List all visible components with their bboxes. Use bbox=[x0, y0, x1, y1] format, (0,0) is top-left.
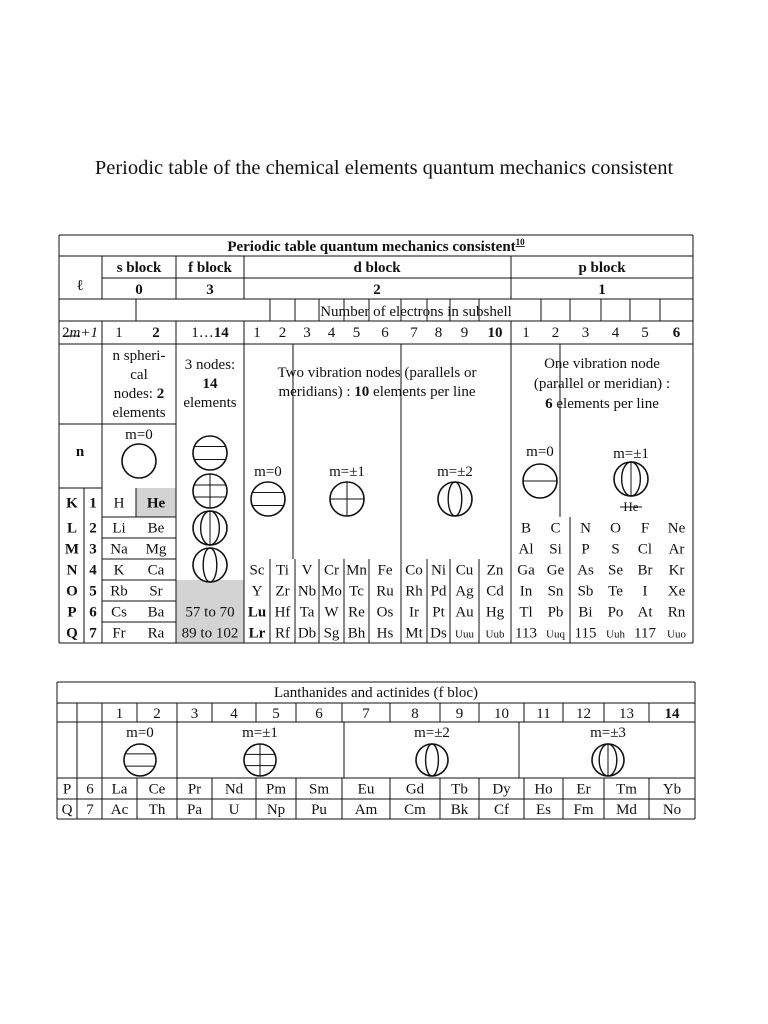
sphere-meridians-icon bbox=[416, 744, 448, 776]
he-struck-label: He bbox=[623, 499, 639, 514]
element-symbol: Pr bbox=[187, 781, 202, 798]
block-ell-value: 0 bbox=[135, 282, 143, 298]
element-symbol: W bbox=[324, 604, 339, 621]
nodes-p-text: One vibration node bbox=[544, 356, 660, 372]
sphere-outline bbox=[438, 482, 472, 516]
element-symbol: Ds bbox=[430, 625, 447, 642]
e-count: 9 bbox=[460, 325, 469, 341]
e-count: 3 bbox=[303, 325, 311, 341]
element-symbol: Ti bbox=[276, 562, 289, 579]
sphere-outline bbox=[193, 436, 227, 470]
element-symbol: H bbox=[113, 495, 125, 512]
element-symbol: Ta bbox=[299, 604, 315, 621]
element-symbol: Uub bbox=[485, 628, 505, 641]
element-symbol: Tm bbox=[616, 781, 637, 798]
element-symbol: Pm bbox=[265, 781, 287, 798]
nodes-p-text: (parallel or meridian) : bbox=[533, 376, 671, 392]
element-symbol: Pt bbox=[432, 604, 445, 621]
element-symbol: Mn bbox=[346, 562, 367, 579]
lanthanides-actinides-table bbox=[57, 682, 695, 819]
element-symbol: Xe bbox=[667, 583, 686, 600]
element-symbol: Cs bbox=[111, 604, 127, 621]
shell-number: 3 bbox=[89, 541, 97, 558]
shell-letter: Q bbox=[66, 625, 78, 642]
element-symbol: Hg bbox=[485, 604, 505, 621]
element-symbol: Ba bbox=[147, 604, 165, 621]
block-name-f: f block bbox=[188, 260, 232, 276]
element-symbol: No bbox=[662, 802, 682, 818]
element-symbol: Ne bbox=[667, 520, 686, 537]
nodes-s-text: n spheri- bbox=[112, 348, 166, 364]
e-count: 2 bbox=[551, 325, 560, 341]
element-symbol: Cf bbox=[494, 802, 509, 818]
m-label: m=±3 bbox=[590, 725, 626, 741]
element-symbol: B bbox=[520, 520, 532, 537]
nodes-f-text: 14 bbox=[202, 376, 218, 392]
element-symbol: 113 bbox=[515, 625, 537, 642]
lanth-e-count: 5 bbox=[272, 706, 280, 722]
lanth-e-count: 7 bbox=[362, 706, 370, 722]
element-symbol: Sn bbox=[547, 583, 564, 600]
lanth-e-count: 9 bbox=[455, 706, 464, 722]
two-m-plus-one-label: 2m+1 bbox=[62, 325, 98, 341]
element-symbol: Uuu bbox=[455, 628, 474, 641]
element-symbol: Si bbox=[549, 541, 562, 558]
element-symbol: Ac bbox=[110, 802, 129, 818]
lanth-e-count: 4 bbox=[230, 706, 238, 722]
element-symbol: Es bbox=[536, 802, 551, 818]
element-symbol: At bbox=[637, 604, 653, 621]
element-symbol: Te bbox=[608, 583, 623, 600]
element-symbol: Po bbox=[607, 604, 624, 621]
block-ell-value: 3 bbox=[206, 282, 214, 298]
element-symbol: Br bbox=[637, 562, 653, 579]
element-symbol: Am bbox=[354, 802, 378, 818]
block-ell-value: 1 bbox=[598, 282, 606, 298]
sphere-no-node-icon bbox=[122, 444, 156, 478]
element-symbol: La bbox=[111, 781, 128, 798]
shell-number: 7 bbox=[86, 802, 94, 818]
element-symbol: Np bbox=[266, 802, 286, 818]
e-count: 8 bbox=[434, 325, 443, 341]
lanth-title: Lanthanides and actinides (f bloc) bbox=[273, 685, 479, 701]
e-count: 3 bbox=[581, 325, 590, 341]
sphere-outline bbox=[124, 744, 156, 776]
element-symbol: Zn bbox=[486, 562, 504, 579]
nodes-d-text: Two vibration nodes (parallels or bbox=[277, 365, 477, 381]
lanth-e-count: 13 bbox=[619, 706, 634, 722]
element-symbol: K bbox=[113, 562, 125, 579]
nodes-f-text: elements bbox=[183, 395, 237, 411]
sphere-cross-double-icon bbox=[244, 744, 276, 776]
main-periodic-table bbox=[59, 235, 693, 643]
element-symbol: Fm bbox=[573, 802, 594, 818]
m-label: m=0 bbox=[126, 725, 154, 741]
element-symbol: Tb bbox=[451, 781, 468, 798]
element-symbol: Ar bbox=[668, 541, 685, 558]
sphere-meridians-icon bbox=[193, 548, 227, 582]
element-symbol: Hs bbox=[376, 625, 394, 642]
element-symbol: Fr bbox=[112, 625, 126, 642]
shell-letter: P bbox=[67, 604, 77, 621]
e-count: 10 bbox=[487, 325, 503, 341]
m-label: m=±1 bbox=[242, 725, 278, 741]
element-symbol: Uuh bbox=[606, 628, 625, 641]
element-symbol: Ca bbox=[147, 562, 165, 579]
lanth-e-count: 10 bbox=[494, 706, 509, 722]
block-name-s: s block bbox=[116, 260, 162, 276]
sphere-cross-double-icon bbox=[193, 474, 227, 508]
shell-number: 2 bbox=[89, 520, 97, 537]
element-symbol: Bh bbox=[347, 625, 366, 642]
element-symbol: Dy bbox=[492, 781, 511, 798]
element-symbol: N bbox=[580, 520, 591, 537]
m-label: m=±1 bbox=[613, 446, 649, 462]
element-symbol: Th bbox=[148, 802, 166, 818]
sphere-parallels-icon bbox=[193, 436, 227, 470]
m-label: m=±2 bbox=[437, 464, 473, 480]
element-symbol: U bbox=[228, 802, 240, 818]
element-symbol: Ir bbox=[409, 604, 419, 621]
main-table-title: Periodic table quantum mechanics consistent$^{10}$ bbox=[227, 237, 525, 255]
m-label: m=0 bbox=[125, 427, 153, 443]
element-symbol: Y bbox=[251, 583, 263, 600]
element-symbol: Lu bbox=[247, 604, 267, 621]
e-count: 5 bbox=[641, 325, 649, 341]
element-symbol: Er bbox=[576, 781, 591, 798]
element-symbol: 117 bbox=[634, 625, 656, 642]
shell-letter: O bbox=[66, 583, 78, 600]
lanth-e-count: 8 bbox=[411, 706, 419, 722]
element-symbol: Fe bbox=[377, 562, 393, 579]
m-label: m=0 bbox=[526, 444, 554, 460]
block-name-d: d block bbox=[353, 260, 401, 276]
shell-number: 1 bbox=[89, 495, 97, 512]
element-symbol: Eu bbox=[357, 781, 375, 798]
element-symbol: Ag bbox=[455, 583, 474, 600]
element-symbol: Cm bbox=[404, 802, 426, 818]
nodes-s-text: cal bbox=[130, 367, 148, 383]
element-symbol: Li bbox=[112, 520, 126, 537]
element-symbol: Sg bbox=[323, 625, 340, 642]
block-ell-value: 2 bbox=[373, 282, 381, 298]
sphere-outline bbox=[193, 548, 227, 582]
document-title: Periodic table of the chemical elements quantum mechanics consistent bbox=[94, 157, 674, 179]
nodes-s-text: nodes: 2 bbox=[113, 386, 165, 402]
sphere-cross-icon bbox=[330, 482, 364, 516]
element-symbol: Db bbox=[297, 625, 317, 642]
element-symbol: Nd bbox=[224, 781, 244, 798]
element-symbol: Pu bbox=[311, 802, 327, 818]
n-label: n bbox=[75, 444, 85, 460]
sphere-parallels-icon bbox=[124, 744, 156, 776]
element-symbol: Md bbox=[616, 802, 637, 818]
sphere-meridians-icon bbox=[438, 482, 472, 516]
nodes-d-text: meridians) : 10 elements per line bbox=[278, 384, 476, 400]
e-count: 4 bbox=[611, 325, 620, 341]
nodes-s-text: elements bbox=[112, 405, 166, 421]
lanth-e-count: 14 bbox=[664, 706, 680, 722]
element-symbol: Cd bbox=[486, 583, 504, 600]
element-symbol: In bbox=[519, 583, 533, 600]
shell-letter: P bbox=[62, 781, 72, 798]
element-symbol: Rf bbox=[275, 625, 290, 642]
shell-number: 6 bbox=[89, 604, 97, 621]
sphere-outline bbox=[251, 482, 285, 516]
e-count: 1 bbox=[253, 325, 261, 341]
element-symbol: Zr bbox=[275, 583, 290, 600]
m-label: m=0 bbox=[254, 464, 282, 480]
m-label: m=±2 bbox=[414, 725, 450, 741]
sphere-outline bbox=[122, 444, 156, 478]
element-symbol: Gd bbox=[405, 781, 425, 798]
element-symbol: Cr bbox=[324, 562, 339, 579]
shell-number: 4 bbox=[89, 562, 97, 579]
sphere-parallel-icon bbox=[523, 464, 557, 498]
element-symbol: Mt bbox=[405, 625, 423, 642]
f-range: 57 to 70 bbox=[185, 604, 235, 621]
element-symbol: Re bbox=[348, 604, 365, 621]
e-count: 2 bbox=[152, 325, 160, 341]
lanth-e-count: 1 bbox=[115, 706, 124, 722]
shell-letter: L bbox=[66, 520, 78, 537]
e-count: 2 bbox=[278, 325, 287, 341]
element-symbol: Na bbox=[110, 541, 128, 558]
element-symbol: Cl bbox=[637, 541, 653, 558]
element-symbol: Yb bbox=[662, 781, 682, 798]
element-symbol: P bbox=[581, 541, 590, 558]
element-symbol: I bbox=[642, 583, 648, 600]
shell-letter: K bbox=[66, 495, 78, 512]
e-count: 6 bbox=[672, 325, 681, 341]
element-symbol: Al bbox=[518, 541, 534, 558]
lanth-e-count: 3 bbox=[190, 706, 199, 722]
element-symbol: C bbox=[550, 520, 561, 537]
element-symbol: Co bbox=[405, 562, 423, 579]
element-symbol: V bbox=[301, 562, 313, 579]
sphere-outline bbox=[416, 744, 448, 776]
element-symbol: Bi bbox=[578, 604, 593, 621]
e-count: 7 bbox=[410, 325, 418, 341]
element-symbol: O bbox=[610, 520, 621, 537]
element-symbol: Be bbox=[147, 520, 165, 537]
element-symbol: F bbox=[640, 520, 650, 537]
lanth-e-count: 6 bbox=[315, 706, 323, 722]
element-symbol: Cu bbox=[455, 562, 474, 579]
element-symbol: Ho bbox=[534, 781, 553, 798]
element-symbol: He bbox=[146, 495, 166, 512]
element-symbol: Uuo bbox=[667, 628, 686, 641]
element-symbol: Mg bbox=[145, 541, 167, 558]
ell-label: ℓ bbox=[76, 278, 84, 294]
m-label: m=±1 bbox=[329, 464, 365, 480]
element-symbol: Bk bbox=[450, 802, 469, 818]
e-count: 4 bbox=[327, 325, 336, 341]
element-symbol: Tl bbox=[519, 604, 533, 621]
e-count: 1 bbox=[522, 325, 530, 341]
element-symbol: Ru bbox=[376, 583, 394, 600]
lanth-e-count: 12 bbox=[576, 706, 591, 722]
element-symbol: Lr bbox=[248, 625, 266, 642]
element-symbol: Au bbox=[455, 604, 474, 621]
shell-letter: Q bbox=[61, 802, 73, 818]
nodes-f-text: 3 nodes: bbox=[184, 357, 236, 373]
element-symbol: Mo bbox=[321, 583, 342, 600]
element-symbol: Sm bbox=[308, 781, 330, 798]
element-symbol: Kr bbox=[668, 562, 685, 579]
nodes-p-text: 6 elements per line bbox=[545, 396, 659, 412]
element-symbol: Sb bbox=[577, 583, 594, 600]
element-symbol: Nb bbox=[297, 583, 317, 600]
element-symbol: Ni bbox=[431, 562, 446, 579]
electrons-title: Number of electrons in subshell bbox=[320, 304, 512, 320]
element-symbol: Sc bbox=[249, 562, 265, 579]
shell-number: 5 bbox=[89, 583, 97, 600]
f-range: 89 to 102 bbox=[181, 625, 239, 642]
element-symbol: Ce bbox=[148, 781, 166, 798]
shell-number: 6 bbox=[86, 781, 94, 798]
element-symbol: Pb bbox=[547, 604, 564, 621]
e-count-f: 1…14 bbox=[191, 325, 229, 341]
shell-number: 7 bbox=[89, 625, 97, 642]
element-symbol: Rb bbox=[110, 583, 128, 600]
shell-letter: N bbox=[66, 562, 78, 579]
element-symbol: Uuq bbox=[546, 628, 565, 641]
element-symbol: Se bbox=[608, 562, 623, 579]
element-symbol: Sr bbox=[149, 583, 163, 600]
element-symbol: Ra bbox=[147, 625, 165, 642]
element-symbol: Hf bbox=[274, 604, 291, 621]
sphere-three-meridians-icon bbox=[193, 511, 227, 545]
sphere-three-meridians-icon bbox=[592, 744, 624, 776]
element-symbol: Os bbox=[376, 604, 394, 621]
sphere-three-meridians-icon bbox=[614, 462, 648, 496]
e-count: 1 bbox=[115, 325, 123, 341]
e-count: 5 bbox=[352, 325, 361, 341]
element-symbol: 115 bbox=[574, 625, 597, 642]
element-symbol: S bbox=[611, 541, 620, 558]
sphere-parallels-icon bbox=[251, 482, 285, 516]
lanth-e-count: 2 bbox=[153, 706, 161, 722]
element-symbol: Rh bbox=[405, 583, 423, 600]
element-symbol: Ga bbox=[517, 562, 535, 579]
element-symbol: As bbox=[577, 562, 594, 579]
shell-letter: M bbox=[64, 541, 80, 558]
element-symbol: Pa bbox=[187, 802, 202, 818]
block-name-p: p block bbox=[578, 260, 626, 276]
element-symbol: Ge bbox=[546, 562, 565, 579]
lanth-e-count: 11 bbox=[536, 706, 551, 722]
element-symbol: Rn bbox=[667, 604, 686, 621]
e-count: 6 bbox=[381, 325, 389, 341]
element-symbol: Pd bbox=[430, 583, 447, 600]
element-symbol: Tc bbox=[349, 583, 364, 600]
